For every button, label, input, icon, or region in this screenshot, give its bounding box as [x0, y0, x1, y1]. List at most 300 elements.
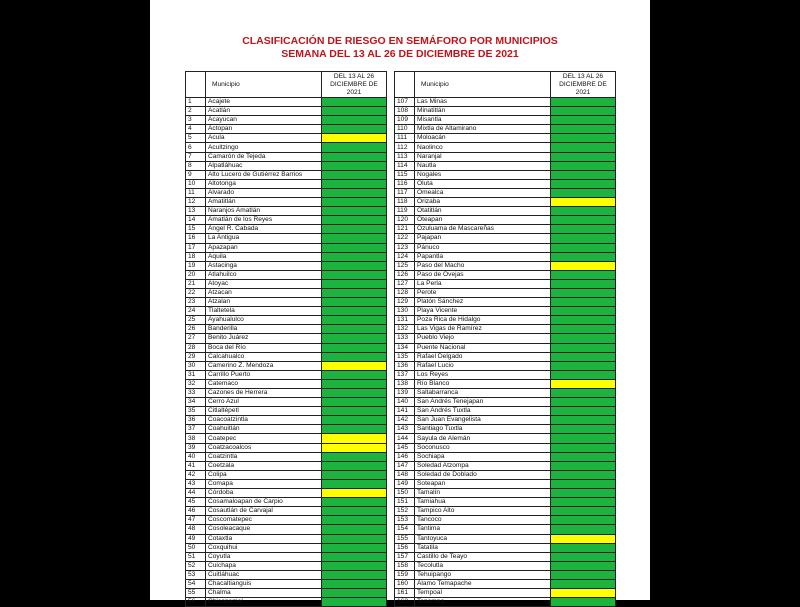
- table-row: [395, 243, 616, 252]
- table-row: [186, 489, 387, 498]
- table-row: [395, 316, 616, 325]
- row-number: 145: [395, 443, 415, 452]
- table-row: [186, 343, 387, 352]
- table-row: [186, 161, 387, 170]
- risk-status-cell: [322, 107, 387, 116]
- risk-status-cell: [551, 207, 616, 216]
- row-number: 16: [186, 234, 206, 243]
- row-number: 118: [395, 198, 415, 207]
- risk-status-cell: [551, 125, 616, 134]
- risk-status-cell: [322, 343, 387, 352]
- municipio-name: Alto Lucero de Gutiérrez Barrios: [206, 170, 322, 179]
- municipio-name: La Perla: [415, 279, 551, 288]
- row-number: 128: [395, 288, 415, 297]
- risk-status-cell: [322, 361, 387, 370]
- municipio-name: Catemaco: [206, 379, 322, 388]
- number-column-header: [395, 72, 415, 98]
- risk-status-cell: [551, 425, 616, 434]
- municipio-name: Benito Juárez: [206, 334, 322, 343]
- table-header-row: [186, 72, 387, 98]
- risk-status-cell: [551, 416, 616, 425]
- row-number: 25: [186, 316, 206, 325]
- table-row: [186, 461, 387, 470]
- municipio-name: Tempoal: [415, 589, 551, 598]
- table-row: [395, 261, 616, 270]
- risk-status-cell: [551, 98, 616, 107]
- row-number: 114: [395, 161, 415, 170]
- risk-status-cell: [322, 161, 387, 170]
- row-number: 157: [395, 552, 415, 561]
- risk-status-cell: [322, 507, 387, 516]
- municipio-name: La Antigua: [206, 234, 322, 243]
- risk-status-cell: [322, 98, 387, 107]
- risk-status-cell: [551, 170, 616, 179]
- municipio-column-header: Municipio: [206, 72, 322, 98]
- table-row: [395, 125, 616, 134]
- municipio-name: Papantla: [415, 252, 551, 261]
- row-number: 107: [395, 98, 415, 107]
- municipio-name: Naolinco: [415, 143, 551, 152]
- table-row: [395, 498, 616, 507]
- row-number: 17: [186, 243, 206, 252]
- row-number: 38: [186, 434, 206, 443]
- row-number: 52: [186, 561, 206, 570]
- municipio-name: Poza Rica de Hidalgo: [415, 316, 551, 325]
- table-row: [186, 170, 387, 179]
- row-number: 22: [186, 288, 206, 297]
- row-number: 33: [186, 389, 206, 398]
- municipio-name: Puente Nacional: [415, 343, 551, 352]
- table-row: [395, 161, 616, 170]
- municipio-name: Coatepec: [206, 434, 322, 443]
- row-number: 34: [186, 398, 206, 407]
- risk-status-cell: [322, 516, 387, 525]
- municipio-name: Altotonga: [206, 179, 322, 188]
- risk-status-cell: [551, 198, 616, 207]
- municipio-name: Chiconamel: [206, 598, 322, 607]
- municipio-name: Soledad de Doblado: [415, 470, 551, 479]
- row-number: 3: [186, 116, 206, 125]
- row-number: 134: [395, 343, 415, 352]
- table-row: [395, 516, 616, 525]
- row-number: 162: [395, 598, 415, 607]
- table-row: [395, 325, 616, 334]
- municipio-name: Tehuipango: [415, 570, 551, 579]
- risk-status-cell: [551, 589, 616, 598]
- municipio-name: Banderilla: [206, 325, 322, 334]
- risk-status-cell: [551, 216, 616, 225]
- risk-status-cell: [322, 561, 387, 570]
- municipio-name: Cazones de Herrera: [206, 389, 322, 398]
- risk-status-cell: [322, 288, 387, 297]
- table-row: [395, 425, 616, 434]
- risk-status-cell: [551, 398, 616, 407]
- page-title: [150, 35, 650, 61]
- risk-status-cell: [551, 288, 616, 297]
- municipio-name: Álamo Temapache: [415, 579, 551, 588]
- risk-status-cell: [322, 498, 387, 507]
- table-row: [186, 334, 387, 343]
- risk-status-cell: [551, 407, 616, 416]
- table-row: [395, 334, 616, 343]
- table-row: [395, 143, 616, 152]
- risk-status-cell: [322, 116, 387, 125]
- table-row: [186, 107, 387, 116]
- table-row: [395, 452, 616, 461]
- risk-status-cell: [551, 534, 616, 543]
- row-number: 121: [395, 225, 415, 234]
- row-number: 15: [186, 225, 206, 234]
- risk-status-cell: [322, 425, 387, 434]
- risk-status-cell: [551, 325, 616, 334]
- risk-status-cell: [322, 479, 387, 488]
- risk-status-cell: [322, 279, 387, 288]
- table-row: [186, 152, 387, 161]
- municipio-name: Pánuco: [415, 243, 551, 252]
- table-row: [395, 188, 616, 197]
- row-number: 32: [186, 379, 206, 388]
- row-number: 151: [395, 498, 415, 507]
- risk-status-cell: [551, 489, 616, 498]
- row-number: 156: [395, 543, 415, 552]
- row-number: 13: [186, 207, 206, 216]
- municipio-name: Nautla: [415, 161, 551, 170]
- risk-status-cell: [551, 188, 616, 197]
- municipio-name: Saltabarranca: [415, 389, 551, 398]
- table-row: [395, 570, 616, 579]
- risk-status-cell: [322, 470, 387, 479]
- municipio-column-header: Municipio: [415, 72, 551, 98]
- municipio-name: Misantla: [415, 116, 551, 125]
- municipio-name: Tantima: [415, 525, 551, 534]
- risk-status-cell: [551, 225, 616, 234]
- row-number: 49: [186, 534, 206, 543]
- risk-status-cell: [551, 579, 616, 588]
- row-number: 125: [395, 261, 415, 270]
- risk-status-cell: [551, 116, 616, 125]
- row-number: 108: [395, 107, 415, 116]
- risk-status-cell: [322, 434, 387, 443]
- risk-status-cell: [322, 398, 387, 407]
- row-number: 123: [395, 243, 415, 252]
- risk-status-cell: [322, 170, 387, 179]
- document-page: [150, 0, 650, 606]
- row-number: 6: [186, 143, 206, 152]
- table-row: [186, 416, 387, 425]
- table-row: [186, 316, 387, 325]
- risk-table-left: [185, 71, 387, 607]
- row-number: 1: [186, 98, 206, 107]
- municipio-name: Coyutla: [206, 552, 322, 561]
- municipio-name: Oluta: [415, 179, 551, 188]
- municipio-name: San Juan Evangelista: [415, 416, 551, 425]
- risk-table-right: [394, 71, 616, 607]
- table-row: [186, 498, 387, 507]
- risk-status-cell: [551, 307, 616, 316]
- row-number: 39: [186, 443, 206, 452]
- table-row: [395, 461, 616, 470]
- municipio-name: Pueblo Viejo: [415, 334, 551, 343]
- row-number: 120: [395, 216, 415, 225]
- table-header-row: [395, 72, 616, 98]
- municipio-name: Coscomatepec: [206, 516, 322, 525]
- table-row: [395, 534, 616, 543]
- table-row: [186, 325, 387, 334]
- risk-status-cell: [322, 152, 387, 161]
- table-row: [186, 470, 387, 479]
- risk-status-cell: [551, 479, 616, 488]
- table-row: [395, 288, 616, 297]
- row-number: 127: [395, 279, 415, 288]
- row-number: 42: [186, 470, 206, 479]
- table-row: [395, 216, 616, 225]
- municipio-name: Tenampa: [415, 598, 551, 607]
- table-row: [395, 443, 616, 452]
- risk-status-cell: [551, 361, 616, 370]
- municipio-name: Chacaltianguis: [206, 579, 322, 588]
- table-row: [395, 252, 616, 261]
- municipio-name: Moloacán: [415, 134, 551, 143]
- row-number: 149: [395, 479, 415, 488]
- table-row: [395, 561, 616, 570]
- row-number: 9: [186, 170, 206, 179]
- row-number: 43: [186, 479, 206, 488]
- table-row: [395, 179, 616, 188]
- table-row: [395, 107, 616, 116]
- municipio-name: Córdoba: [206, 489, 322, 498]
- table-row: [186, 552, 387, 561]
- row-number: 27: [186, 334, 206, 343]
- municipio-name: Calcahualco: [206, 352, 322, 361]
- municipio-name: Actopan: [206, 125, 322, 134]
- row-number: 31: [186, 370, 206, 379]
- row-number: 153: [395, 516, 415, 525]
- municipio-name: Las Vigas de Ramírez: [415, 325, 551, 334]
- risk-status-cell: [322, 207, 387, 216]
- table-row: [186, 179, 387, 188]
- row-number: 37: [186, 425, 206, 434]
- municipio-name: Orizaba: [415, 198, 551, 207]
- table-row: [395, 552, 616, 561]
- risk-status-cell: [322, 298, 387, 307]
- row-number: 119: [395, 207, 415, 216]
- municipio-name: Oteapan: [415, 216, 551, 225]
- row-number: 36: [186, 416, 206, 425]
- table-row: [186, 479, 387, 488]
- municipio-name: Boca del Río: [206, 343, 322, 352]
- municipio-name: Acajete: [206, 98, 322, 107]
- municipio-name: Tatatila: [415, 543, 551, 552]
- municipio-name: Amatlán de los Reyes: [206, 216, 322, 225]
- risk-status-cell: [551, 434, 616, 443]
- table-row: [395, 507, 616, 516]
- table-row: [186, 425, 387, 434]
- table-row: [186, 198, 387, 207]
- risk-status-cell: [551, 107, 616, 116]
- row-number: 155: [395, 534, 415, 543]
- table-row: [395, 170, 616, 179]
- table-row: [395, 525, 616, 534]
- risk-status-cell: [551, 261, 616, 270]
- municipio-name: Sayula de Alemán: [415, 434, 551, 443]
- table-row: [186, 261, 387, 270]
- risk-status-cell: [551, 525, 616, 534]
- row-number: 50: [186, 543, 206, 552]
- table-row: [186, 252, 387, 261]
- row-number: 141: [395, 407, 415, 416]
- municipio-name: Tantoyuca: [415, 534, 551, 543]
- risk-status-cell: [322, 261, 387, 270]
- table-row: [186, 125, 387, 134]
- row-number: 143: [395, 425, 415, 434]
- municipio-name: Alvarado: [206, 188, 322, 197]
- row-number: 21: [186, 279, 206, 288]
- row-number: 44: [186, 489, 206, 498]
- municipio-name: Minatitlán: [415, 107, 551, 116]
- table-row: [395, 543, 616, 552]
- risk-status-cell: [322, 598, 387, 607]
- risk-status-cell: [551, 443, 616, 452]
- row-number: 131: [395, 316, 415, 325]
- risk-status-cell: [322, 443, 387, 452]
- risk-status-cell: [551, 152, 616, 161]
- risk-status-cell: [551, 161, 616, 170]
- row-number: 56: [186, 598, 206, 607]
- risk-status-cell: [551, 134, 616, 143]
- row-number: 26: [186, 325, 206, 334]
- table-row: [186, 434, 387, 443]
- municipio-name: Paso de Ovejas: [415, 270, 551, 279]
- row-number: 10: [186, 179, 206, 188]
- table-row: [395, 361, 616, 370]
- municipio-name: Camerino Z. Mendoza: [206, 361, 322, 370]
- risk-status-cell: [551, 270, 616, 279]
- table-row: [395, 234, 616, 243]
- table-row: [186, 225, 387, 234]
- risk-status-cell: [322, 134, 387, 143]
- risk-status-cell: [551, 298, 616, 307]
- table-row: [395, 379, 616, 388]
- row-number: 54: [186, 579, 206, 588]
- row-number: 40: [186, 452, 206, 461]
- table-row: [395, 434, 616, 443]
- municipio-name: Cosautlán de Carvajal: [206, 507, 322, 516]
- risk-status-cell: [551, 498, 616, 507]
- municipio-name: Castillo de Teayo: [415, 552, 551, 561]
- municipio-name: Soledad Atzompa: [415, 461, 551, 470]
- municipio-name: Atzalan: [206, 298, 322, 307]
- risk-status-cell: [551, 334, 616, 343]
- municipio-name: Atlahuilco: [206, 270, 322, 279]
- row-number: 35: [186, 407, 206, 416]
- row-number: 46: [186, 507, 206, 516]
- table-row: [395, 489, 616, 498]
- risk-status-cell: [551, 243, 616, 252]
- municipio-name: Ozuluama de Mascareñas: [415, 225, 551, 234]
- municipio-name: Paso del Macho: [415, 261, 551, 270]
- row-number: 29: [186, 352, 206, 361]
- table-row: [186, 525, 387, 534]
- municipio-name: Ángel R. Cabada: [206, 225, 322, 234]
- risk-status-cell: [322, 452, 387, 461]
- municipio-name: Coatzacoalcos: [206, 443, 322, 452]
- municipio-name: Cotaxtla: [206, 534, 322, 543]
- row-number: 28: [186, 343, 206, 352]
- risk-status-cell: [322, 379, 387, 388]
- municipio-name: Naranjos Amatlán: [206, 207, 322, 216]
- row-number: 109: [395, 116, 415, 125]
- table-row: [186, 389, 387, 398]
- risk-status-cell: [322, 370, 387, 379]
- table-row: [186, 570, 387, 579]
- table-row: [186, 98, 387, 107]
- municipio-name: Cosoleacaque: [206, 525, 322, 534]
- risk-status-cell: [322, 389, 387, 398]
- municipio-name: Mixtla de Altamirano: [415, 125, 551, 134]
- row-number: 51: [186, 552, 206, 561]
- table-row: [186, 234, 387, 243]
- municipio-name: Comapa: [206, 479, 322, 488]
- row-number: 161: [395, 589, 415, 598]
- risk-status-cell: [322, 234, 387, 243]
- risk-status-cell: [551, 279, 616, 288]
- table-row: [395, 352, 616, 361]
- municipio-name: Rafael Lucio: [415, 361, 551, 370]
- table-row: [395, 579, 616, 588]
- table-row: [395, 370, 616, 379]
- row-number: 130: [395, 307, 415, 316]
- row-number: 48: [186, 525, 206, 534]
- municipio-name: Coatzintla: [206, 452, 322, 461]
- row-number: 126: [395, 270, 415, 279]
- table-row: [186, 589, 387, 598]
- table-row: [395, 416, 616, 425]
- row-number: 137: [395, 370, 415, 379]
- table-row: [186, 579, 387, 588]
- row-number: 12: [186, 198, 206, 207]
- table-row: [186, 598, 387, 607]
- table-body-right: [395, 98, 616, 607]
- table-row: [395, 298, 616, 307]
- row-number: 140: [395, 398, 415, 407]
- risk-status-cell: [551, 516, 616, 525]
- table-row: [186, 270, 387, 279]
- risk-status-cell: [551, 507, 616, 516]
- title-line-2: SEMANA DEL 13 AL 26 DE DICIEMBRE DE 2021: [281, 48, 519, 60]
- municipio-name: Acatlán: [206, 107, 322, 116]
- row-number: 135: [395, 352, 415, 361]
- municipio-name: Atzacan: [206, 288, 322, 297]
- municipio-name: Río Blanco: [415, 379, 551, 388]
- risk-status-cell: [551, 389, 616, 398]
- risk-status-cell: [551, 252, 616, 261]
- row-number: 18: [186, 252, 206, 261]
- risk-status-cell: [322, 407, 387, 416]
- table-row: [395, 207, 616, 216]
- municipio-name: Perote: [415, 288, 551, 297]
- row-number: 20: [186, 270, 206, 279]
- risk-status-cell: [322, 179, 387, 188]
- municipio-name: Rafael Delgado: [415, 352, 551, 361]
- risk-status-cell: [322, 243, 387, 252]
- municipio-name: Santiago Tuxtla: [415, 425, 551, 434]
- municipio-name: Sochiapa: [415, 452, 551, 461]
- row-number: 8: [186, 161, 206, 170]
- row-number: 132: [395, 325, 415, 334]
- row-number: 112: [395, 143, 415, 152]
- table-row: [186, 370, 387, 379]
- municipio-name: Citlaltépetl: [206, 407, 322, 416]
